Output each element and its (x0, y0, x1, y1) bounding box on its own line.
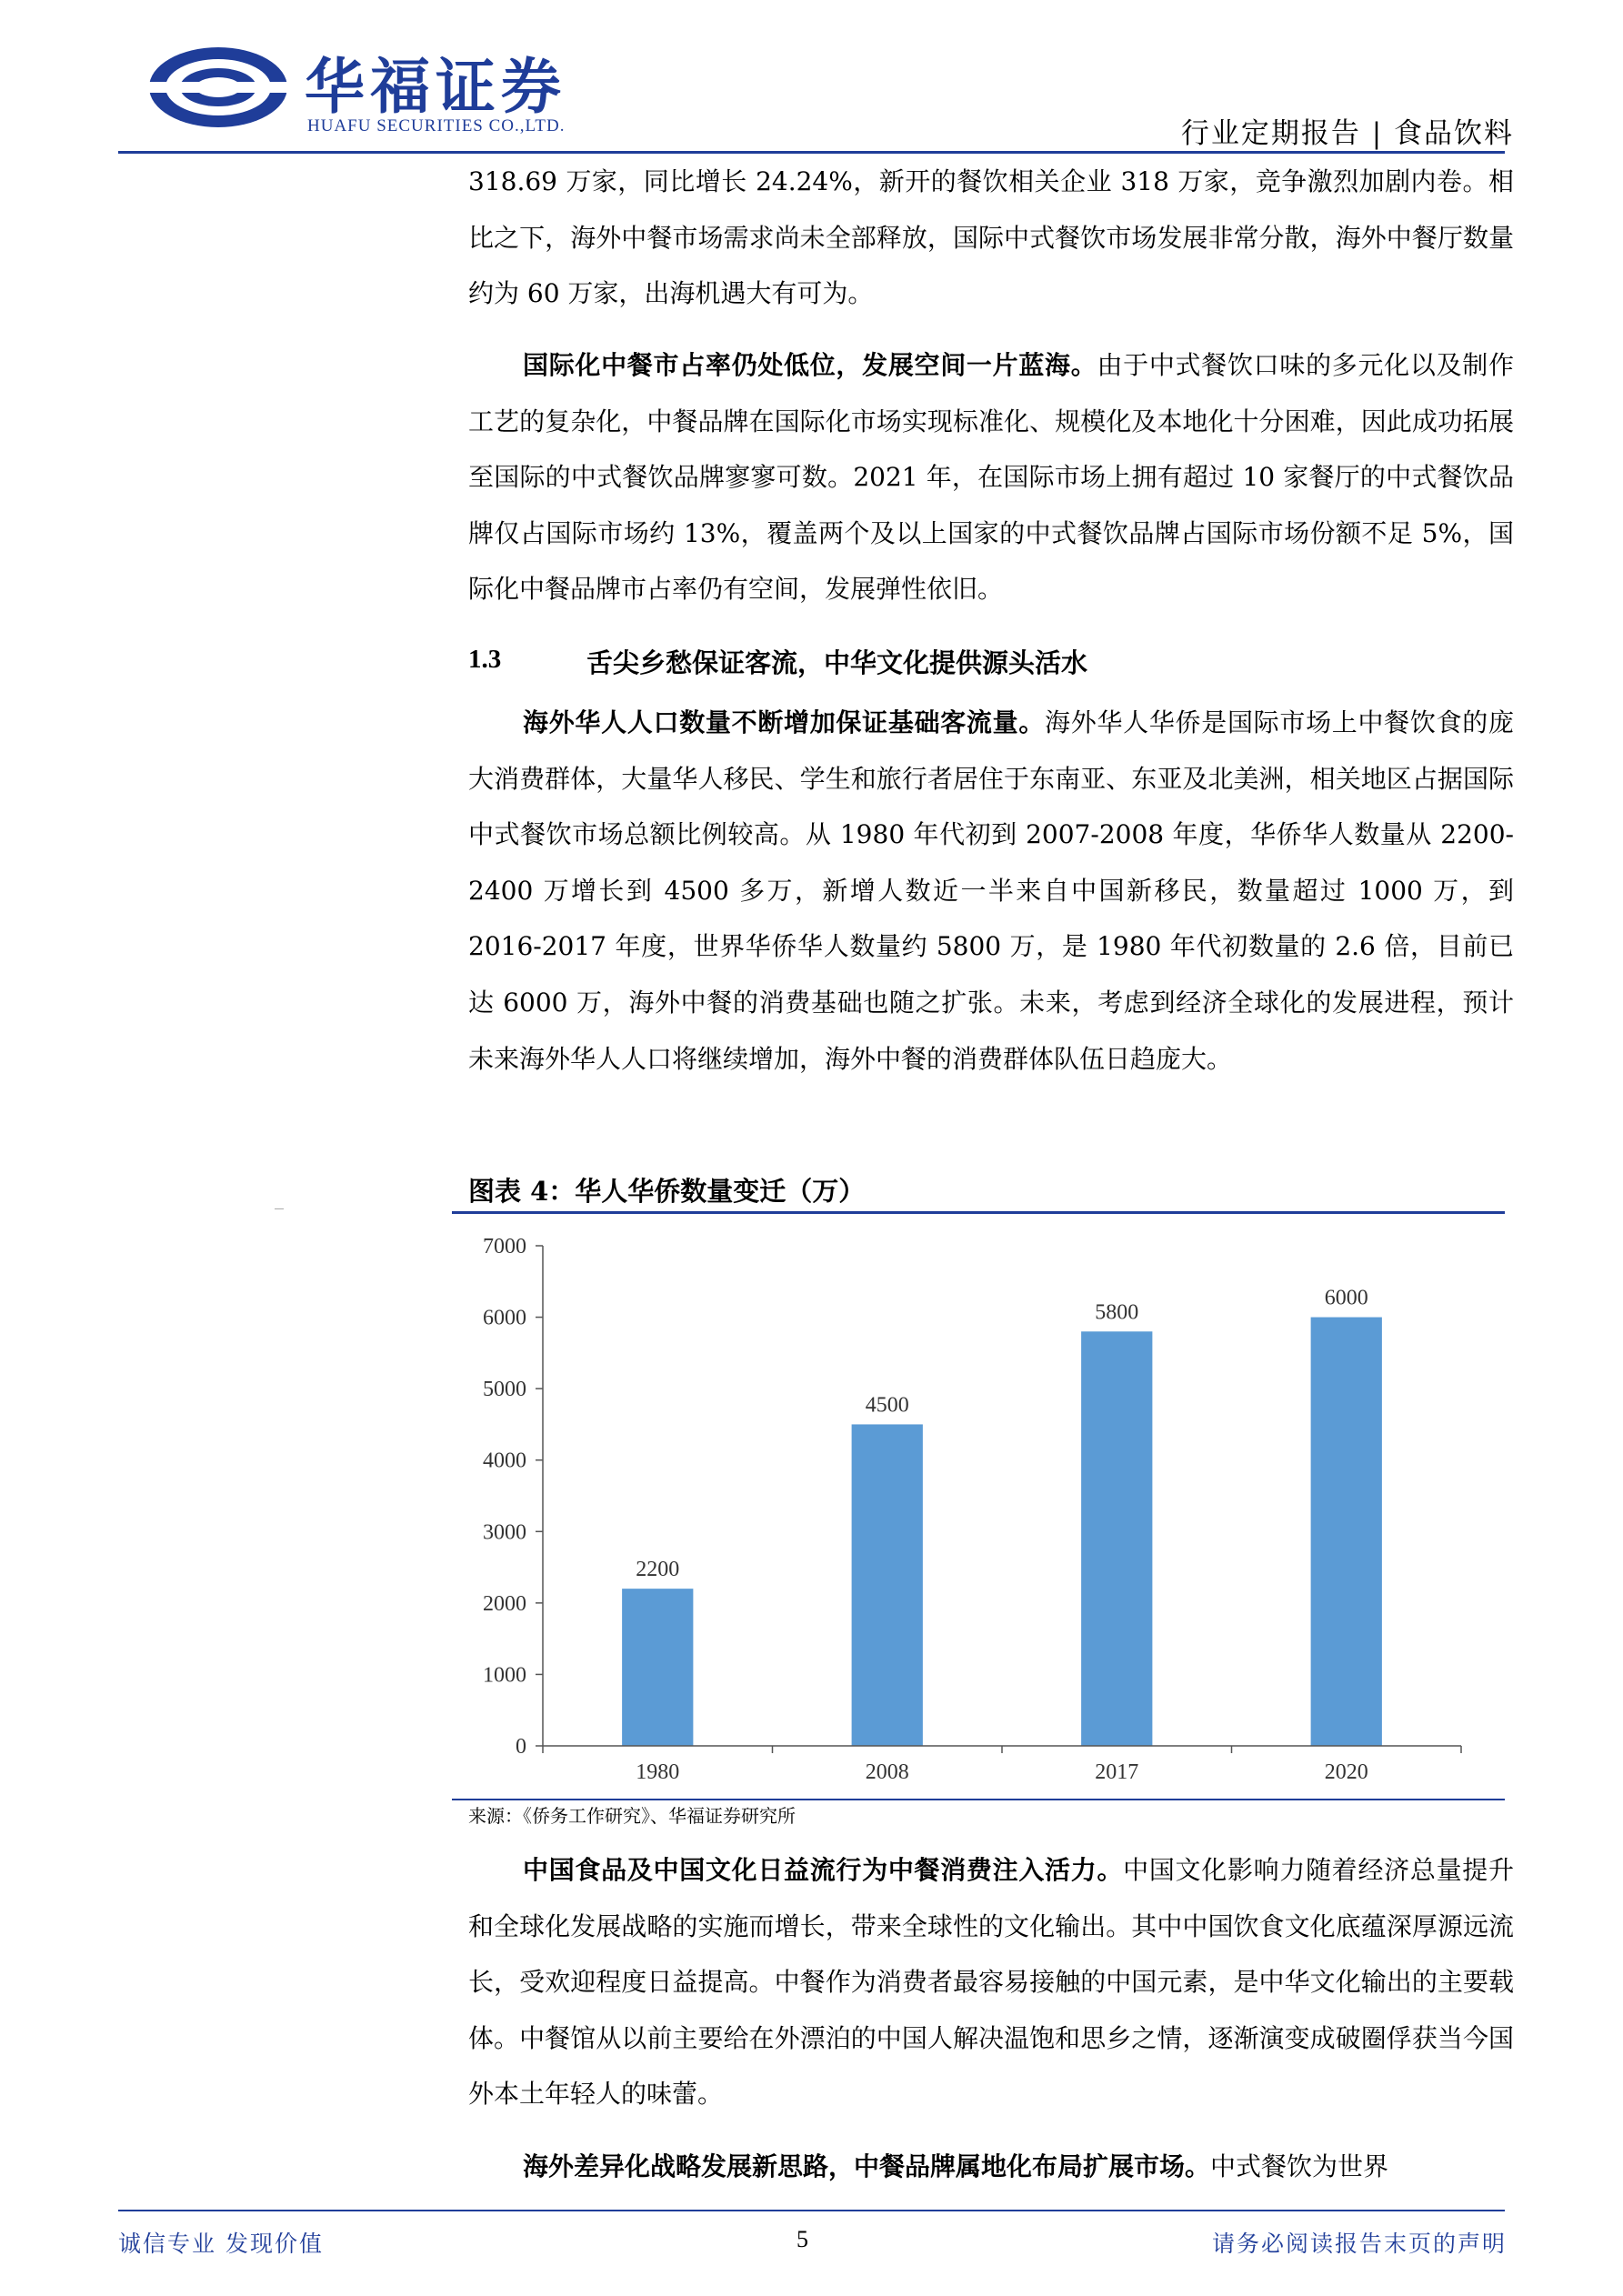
paragraph-5-lead: 海外差异化战略发展新思路，中餐品牌属地化布局扩展市场。 (523, 2151, 1211, 2181)
paragraph-2-lead: 国际化中餐市占率仍处低位，发展空间一片蓝海。 (523, 350, 1097, 380)
paragraph-3 (468, 695, 1514, 1087)
data-label-2017: 5800 (1095, 1300, 1139, 1325)
y-tick-label: 7000 (483, 1235, 526, 1258)
paragraph-5 (468, 2139, 1514, 2195)
section-title: 舌尖乡愁保证客流，中华文化提供源头活水 (586, 647, 1088, 678)
bars (622, 1287, 1382, 1746)
paragraph-2-text: 由于中式餐饮口味的多元化以及制作工艺的复杂化，中餐品牌在国际化市场实现标准化、规模化及本地化十分困难，因此成功拓展至国际的中式餐饮品牌寥寥可数。2021 年，在国际市场上拥有超过 10 家餐厅的中式餐饮品牌仅占国际市场约 13%，覆盖两个及以上国家的中式餐饮品牌占国际市场份额不足 5%，国际化中餐品牌市占率仍有空间，发展弹性依旧。 (468, 350, 1514, 605)
company-name-en: HUAFU SECURITIES CO.,LTD. (307, 116, 566, 135)
y-tick-label: 1000 (483, 1663, 526, 1688)
x-tick-label: 2020 (1324, 1760, 1368, 1784)
paragraph-2 (468, 337, 1514, 617)
data-label-2020: 6000 (1324, 1286, 1368, 1310)
paragraph-3-lead: 海外华人人口数量不断增加保证基础客流量。 (523, 707, 1046, 737)
y-tick-label: 5000 (483, 1378, 526, 1402)
data-label-2008: 4500 (865, 1393, 909, 1418)
x-tick-label: 2017 (1095, 1760, 1139, 1784)
paragraph-5-text: 中式餐饮为世界 (1210, 2151, 1389, 2181)
data-label-1980: 2200 (636, 1558, 680, 1582)
figure-top-rule (452, 1211, 1505, 1214)
bar-2008 (852, 1424, 923, 1746)
report-type: 行业定期报告 | 食品饮料 (1180, 117, 1514, 150)
y-axis (483, 1235, 543, 1759)
section-number: 1.3 (468, 645, 502, 674)
bar-chart (452, 1215, 1505, 1797)
x-axis (543, 1746, 1461, 1784)
paragraph-4-lead: 中国食品及中国文化日益流行为中餐消费注入活力。 (523, 1855, 1124, 1885)
y-tick-label: 6000 (483, 1306, 526, 1330)
footer-disclaimer: 请务必阅读报告末页的声明 (1211, 2231, 1507, 2257)
page-number: 5 (796, 2226, 808, 2252)
figure-title: 图表 4：华人华侨数量变迁（万） (468, 1176, 866, 1207)
bar-2017 (1081, 1331, 1152, 1746)
y-tick-label: 2000 (483, 1591, 526, 1616)
footer-divider (118, 2210, 1505, 2211)
paragraph-3-text: 海外华人华侨是国际市场上中餐饮食的庞大消费群体，大量华人移民、学生和旅行者居住于东南亚、东亚及北美洲，相关地区占据国际中式餐饮市场总额比例较高。从 1980 年代初到 2007-2008 年度，华侨华人数量从 2200-2400 万增长到 4500 多万，新增人数近一半来自中国新移民，数量超过 1000 万，到 2016-2017 年度，世界华侨华人数量约 5800 万，是 1980 年代初数量的 2.6 倍，目前已达 6000 万，海外中餐的消费基础也随之扩张。未来，考虑到经济全球化的发展进程，预计未来海外华人人口将继续增加，海外中餐的消费群体队伍日趋庞大。 (468, 707, 1514, 1074)
x-tick-label: 1980 (636, 1760, 680, 1784)
paragraph-4 (468, 1842, 1514, 2122)
figure-bottom-rule (452, 1799, 1505, 1800)
side-mark (275, 1208, 284, 1209)
company-logo-icon (145, 42, 291, 133)
bar-2020 (1311, 1318, 1382, 1746)
company-name-cn: 华福证券 (305, 52, 566, 122)
y-tick-label: 4000 (483, 1449, 526, 1473)
paragraph-1: 318.69 万家，同比增长 24.24%，新开的餐饮相关企业 318 万家，竞争激烈加剧内卷。相比之下，海外中餐市场需求尚未全部释放，国际中式餐饮市场发展非常分散，海外中餐厅数量约为 60 万家，出海机遇大有可为。 (468, 166, 1514, 309)
figure-source: 来源：《侨务工作研究》、华福证券研究所 (468, 1805, 796, 1827)
bar-1980 (622, 1589, 693, 1746)
y-tick-label: 3000 (483, 1520, 526, 1545)
y-tick-label: 0 (516, 1735, 526, 1759)
paragraph-4-text: 中国文化影响力随着经济总量提升和全球化发展战略的实施而增长，带来全球性的文化输出。其中中国饮食文化底蕴深厚源远流长，受欢迎程度日益提高。中餐作为消费者最容易接触的中国元素，是中华文化输出的主要载体。中餐馆从以前主要给在外漂泊的中国人解决温饱和思乡之情，逐渐演变成破圈俘获当今国外本土年轻人的味蕾。 (468, 1855, 1514, 2110)
section-heading (468, 643, 1088, 678)
footer-slogan: 诚信专业 发现价值 (118, 2231, 324, 2257)
x-tick-label: 2008 (865, 1760, 909, 1784)
